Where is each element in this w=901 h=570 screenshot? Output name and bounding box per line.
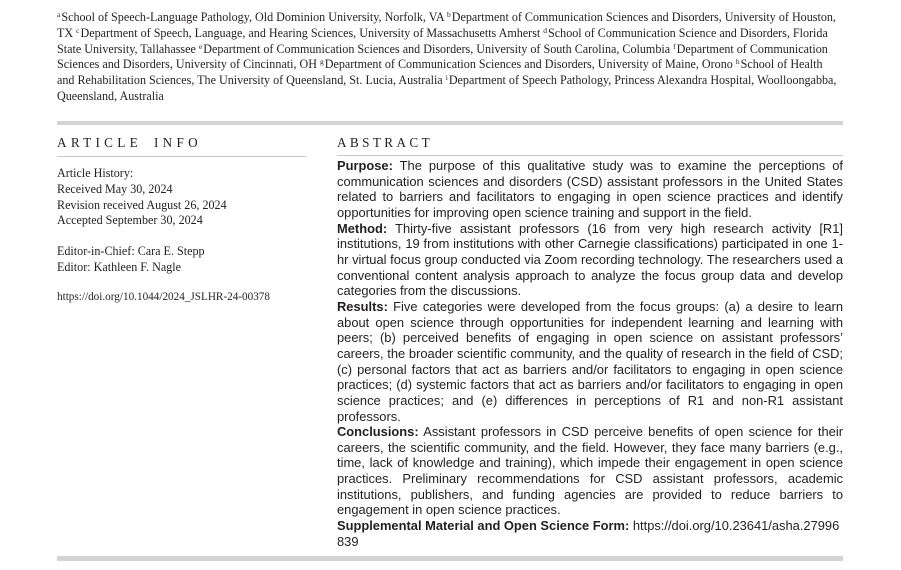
received-date: Received May 30, 2024: [57, 181, 173, 196]
abstract-panel: [337, 135, 843, 549]
affiliation-mark: f: [673, 41, 676, 51]
affiliation-text: School of Health and Rehabilitation Sciences, The University of Queensland, St. Lucia, Australia: [57, 57, 823, 88]
abstract-method: Method: Thirty-five assistant professors (16 from very high research activity [R1] institutions, 19 from institutions with other Carnegie classifications) participated in one 1-hr virtual focus group conducted via Zoom recording technology. The researchers used a conventional content analysis approach to analyze the focus group data and develop categories from the discussions.: [337, 220, 843, 299]
affiliation-text: Department of Communication Sciences and Disorders, University of Houston, TX: [57, 10, 836, 40]
affiliation-mark: d: [543, 25, 548, 35]
editor-in-chief: Editor-in-Chief: Cara E. Stepp: [57, 244, 205, 259]
section-divider-bottom: [57, 556, 843, 561]
abstract-conclusions: Conclusions: Assistant professors in CSD perceive benefits of open science for their careers, the scientific community, and the field. However, they face many barriers (e.g., time, lack of knowledge and training), which impede their engagement in open science practices. Preliminary recommendations for CSD assistant professors, academic institutions, publishers, and funding agencies are provided to reduce barriers to engagement in open science practices.: [337, 424, 844, 518]
affiliation-text: Department of Communication Sciences and Disorders, University of Maine, Orono: [324, 57, 733, 72]
article-history: [57, 166, 306, 229]
affiliation-mark: g: [320, 57, 324, 67]
editor: Editor: Kathleen F. Nagle: [57, 259, 181, 274]
affiliation-mark: i: [445, 73, 448, 83]
article-doi-link[interactable]: https://doi.org/10.1044/2024_JSLHR-24-00378: [57, 290, 270, 303]
affiliation-mark: h: [735, 57, 740, 67]
abstract-body: [337, 158, 843, 549]
affiliation-text: School of Communication Science and Disorders, Florida State University, Tallahassee: [57, 25, 828, 56]
affiliation-text: Department of Speech Pathology, Princess Alexandra Hospital, Woolloongabba, Queensland, Australia: [57, 73, 837, 103]
revision-date: Revision received August 26, 2024: [57, 197, 227, 212]
author-affiliations: [57, 10, 843, 105]
supplemental-doi-link[interactable]: https://doi.org/10.23641/asha.27996839: [337, 518, 840, 549]
section-divider-top: [57, 121, 843, 125]
affiliation-text: Department of Speech, Language, and Hearing Sciences, University of Massachusetts Amherst: [80, 25, 541, 40]
affiliation-mark: a: [57, 10, 61, 19]
abstract-supplemental: Supplemental Material and Open Science Form: https://doi.org/10.23641/asha.27996839: [337, 518, 840, 549]
article-info-panel: [57, 135, 306, 306]
affiliation-text: Department of Communication Sciences and Disorders, University of South Carolina, Columbia: [203, 41, 671, 56]
editors: [57, 244, 306, 276]
history-label: Article History:: [57, 166, 134, 180]
article-info-heading: ARTICLE INFO: [57, 135, 306, 157]
affiliation-mark: b: [446, 10, 451, 19]
affiliation-text: School of Speech-Language Pathology, Old Dominion University, Norfolk, VA: [61, 10, 444, 24]
affiliation-mark: c: [76, 25, 80, 35]
affiliation-text: Department of Communication Sciences and Disorders, University of Cincinnati, OH: [57, 41, 828, 72]
abstract-results: Results: Five categories were developed from the focus groups: (a) a desire to learn about open science through opportunities for independent learning and learning with peers; (b) perceived benefits of engaging in open science on assistant professors’ careers, the broader scientific community, and the quality of research in the field of CSD; (c) personal factors that act as barriers and/or facilitators to engaging in open science practices; (d) systemic factors that act as barriers and/or facilitators to engaging in open science practices; and (e) differences in perceptions of R1 and non-R1 assistant professors.: [337, 298, 843, 424]
abstract-heading: ABSTRACT: [337, 135, 843, 156]
abstract-purpose: Purpose: The purpose of this qualitative study was to examine the perceptions of communication sciences and disorders (CSD) assistant professors in the United States related to barriers and facilitators to engaging in open science practices and identify opportunities for improving open science training and support in the field.: [337, 158, 843, 220]
accepted-date: Accepted September 30, 2024: [57, 213, 203, 228]
affiliation-mark: e: [198, 41, 203, 51]
